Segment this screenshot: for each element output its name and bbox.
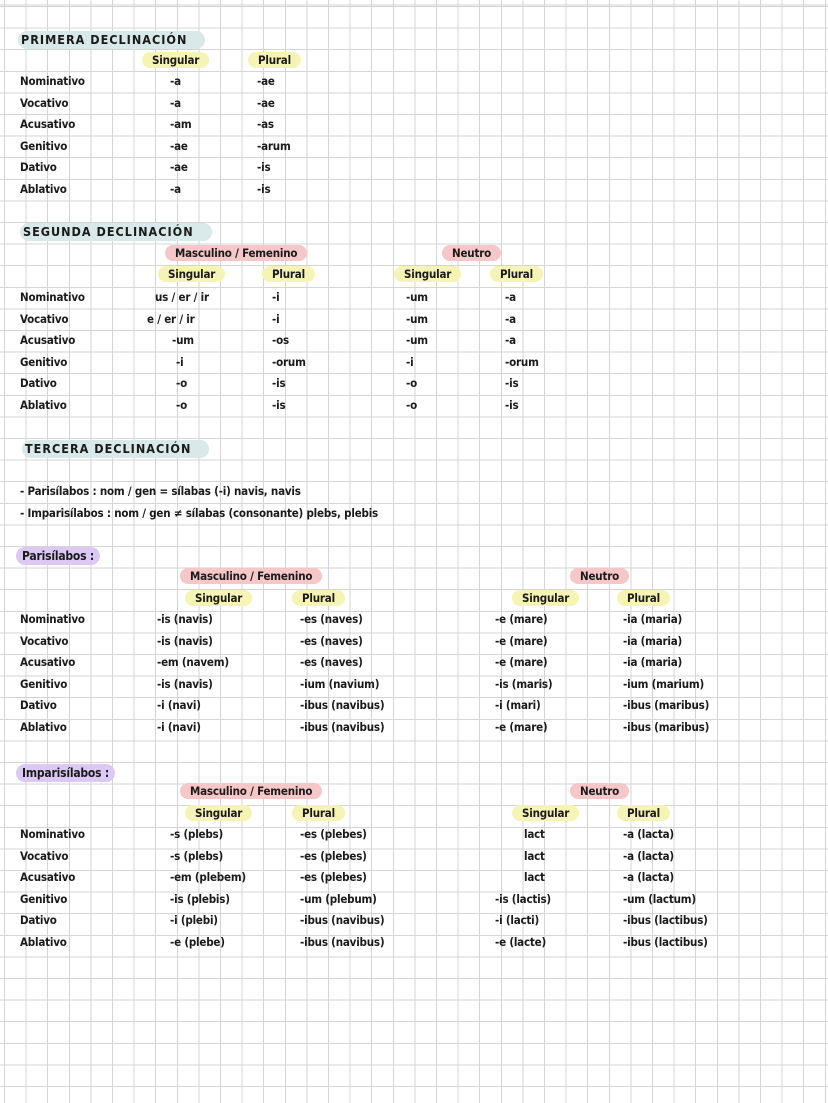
case-label: Acusativo [20,655,76,670]
case-label: Ablativo [20,398,67,412]
ending-singular: -a [170,74,181,88]
ending-n-plural: -orum [505,354,539,369]
header-neutro: Neutro [570,783,629,799]
ending-n-plural: -ibus (lactibus) [623,935,708,949]
case-label: Dativo [20,913,57,928]
case-label: Dativo [20,698,57,713]
ending-n-plural: -ibus (maribus) [623,698,710,713]
ending-singular: -a [170,95,181,110]
ending-n-singular: -o [406,398,418,412]
section-title-segunda: SEGUNDA DECLINACIÓN [20,223,212,241]
header-masc-fem: Masculino / Femenino [180,783,322,799]
ending-n-singular: -um [406,290,428,304]
case-label: Genitivo [20,891,68,906]
ending-mf-singular: -e (plebe) [170,935,225,949]
note-parisilabos: - Parisílabos : nom / gen = sílabas (-i) navis, navis [20,484,301,498]
ending-n-plural: -a [505,333,516,348]
ending-plural: -arum [257,138,291,153]
section-title-tercera: TERCERA DECLINACIÓN [22,440,209,458]
ending-mf-plural: -es (plebes) [300,870,367,885]
section-title-primera: PRIMERA DECLINACIÓN [18,31,205,49]
ending-n-plural: -ium (marium) [623,676,704,691]
ending-n-singular: lact [524,848,545,863]
case-label: Nominativo [20,827,85,841]
ending-mf-plural: -i [272,290,280,304]
case-label: Dativo [20,160,57,175]
case-label: Dativo [20,376,57,391]
ending-mf-singular: -o [176,398,188,412]
ending-n-plural: -ibus (lactibus) [623,913,708,928]
ending-n-singular: -is (maris) [495,676,553,691]
ending-mf-singular: -s (plebs) [170,848,224,863]
ending-n-plural: -a [505,311,516,326]
ending-n-plural: -ia (maria) [623,655,683,670]
header-masc-fem: Masculino / Femenino [165,245,307,261]
ending-mf-plural: -es (plebes) [300,827,367,841]
header-singular: Singular [185,590,252,606]
case-label: Nominativo [20,290,85,304]
ending-n-plural: -ia (maria) [623,612,683,626]
header-neutro-singular: Singular [512,590,579,606]
case-label: Acusativo [20,333,76,348]
ending-mf-singular: -s (plebs) [170,827,224,841]
ending-n-plural: -um (lactum) [623,891,696,906]
case-label: Vocativo [20,848,69,863]
ending-mf-singular: -em (navem) [157,655,229,670]
ending-n-singular: -e (mare) [495,720,548,734]
ending-n-plural: -ia (maria) [623,633,683,648]
ending-mf-singular: -i [176,354,184,369]
ending-mf-plural: -ium (navium) [300,676,380,691]
ending-n-singular: -i (lacti) [495,913,540,928]
ending-mf-plural: -ibus (navibus) [300,698,385,713]
header-neutro-singular: Singular [394,266,461,282]
case-label: Vocativo [20,95,69,110]
ending-n-plural: -a (lacta) [623,870,674,885]
ending-singular: -a [170,182,181,196]
ending-mf-plural: -ibus (navibus) [300,935,385,949]
header-neutro: Neutro [570,568,629,584]
case-label: Genitivo [20,354,68,369]
header-plural: Plural [292,590,345,606]
header-plural: Plural [248,52,301,68]
ending-mf-plural: -es (naves) [300,655,363,670]
subsection-imparisilabos: Imparisílabos : [16,764,115,782]
ending-singular: -ae [170,160,188,175]
ending-mf-singular: -um [172,333,194,348]
ending-n-singular: -e (mare) [495,612,548,626]
ending-n-plural: -is [505,376,519,391]
case-label: Nominativo [20,74,85,88]
header-singular: Singular [185,805,252,821]
case-label: Nominativo [20,612,85,626]
ending-n-singular: -um [406,311,428,326]
ending-plural: -is [257,160,271,175]
case-label: Ablativo [20,720,67,734]
header-singular: Singular [158,266,225,282]
case-label: Ablativo [20,182,67,196]
ending-plural: -as [257,117,274,132]
ending-n-singular: -e (mare) [495,633,548,648]
header-neutro-plural: Plural [617,805,670,821]
ending-mf-plural: -is [272,376,286,391]
header-plural: Plural [262,266,315,282]
ending-singular: -am [170,117,192,132]
ending-mf-singular: -i (navi) [157,720,201,734]
header-neutro-singular: Singular [512,805,579,821]
ending-n-singular: lact [524,870,545,885]
ending-n-plural: -is [505,398,519,412]
ending-mf-plural: -is [272,398,286,412]
header-plural: Plural [292,805,345,821]
header-neutro: Neutro [442,245,501,261]
ending-n-plural: -ibus (maribus) [623,720,710,734]
ending-mf-plural: -orum [272,354,306,369]
ending-n-singular: -i (mari) [495,698,541,713]
header-masc-fem: Masculino / Femenino [180,568,322,584]
subsection-parisilabos: Parisílabos : [16,547,100,565]
ending-plural: -ae [257,74,275,88]
ending-mf-singular: us / er / ir [155,290,209,304]
ending-n-singular: -o [406,376,418,391]
ending-n-plural: -a (lacta) [623,827,674,841]
ending-mf-plural: -ibus (navibus) [300,913,385,928]
ending-mf-singular: e / er / ir [147,311,195,326]
ending-mf-plural: -um (plebum) [300,891,377,906]
case-label: Genitivo [20,138,68,153]
note-imparisilabos: - Imparisílabos : nom / gen ≠ sílabas (consonante) plebs, plebis [20,506,379,520]
ending-mf-singular: -is (navis) [157,676,213,691]
ending-n-singular: lact [524,827,545,841]
ending-n-singular: -e (lacte) [495,935,546,949]
header-singular: Singular [142,52,209,68]
case-label: Genitivo [20,676,68,691]
ending-n-singular: -e (mare) [495,655,548,670]
ending-singular: -ae [170,138,188,153]
ending-mf-singular: -i (navi) [157,698,201,713]
ending-plural: -ae [257,95,275,110]
ending-mf-singular: -is (navis) [157,633,213,648]
ending-n-singular: -i [406,354,414,369]
ending-mf-plural: -es (plebes) [300,848,367,863]
ending-n-singular: -is (lactis) [495,891,551,906]
ending-mf-singular: -i (plebi) [170,913,218,928]
ending-mf-singular: -is (navis) [157,612,213,626]
ending-mf-singular: -o [176,376,188,391]
ending-n-plural: -a [505,290,516,304]
case-label: Vocativo [20,311,69,326]
case-label: Acusativo [20,870,76,885]
header-neutro-plural: Plural [617,590,670,606]
ending-mf-singular: -em (plebem) [170,870,246,885]
ending-plural: -is [257,182,271,196]
ending-mf-plural: -ibus (navibus) [300,720,385,734]
ending-mf-plural: -os [272,333,289,348]
case-label: Ablativo [20,935,67,949]
case-label: Vocativo [20,633,69,648]
ending-mf-plural: -es (naves) [300,612,363,626]
ending-n-plural: -a (lacta) [623,848,674,863]
case-label: Acusativo [20,117,76,132]
ending-mf-singular: -is (plebis) [170,891,230,906]
ending-n-singular: -um [406,333,428,348]
ending-mf-plural: -es (naves) [300,633,363,648]
ending-mf-plural: -i [272,311,280,326]
header-neutro-plural: Plural [490,266,543,282]
